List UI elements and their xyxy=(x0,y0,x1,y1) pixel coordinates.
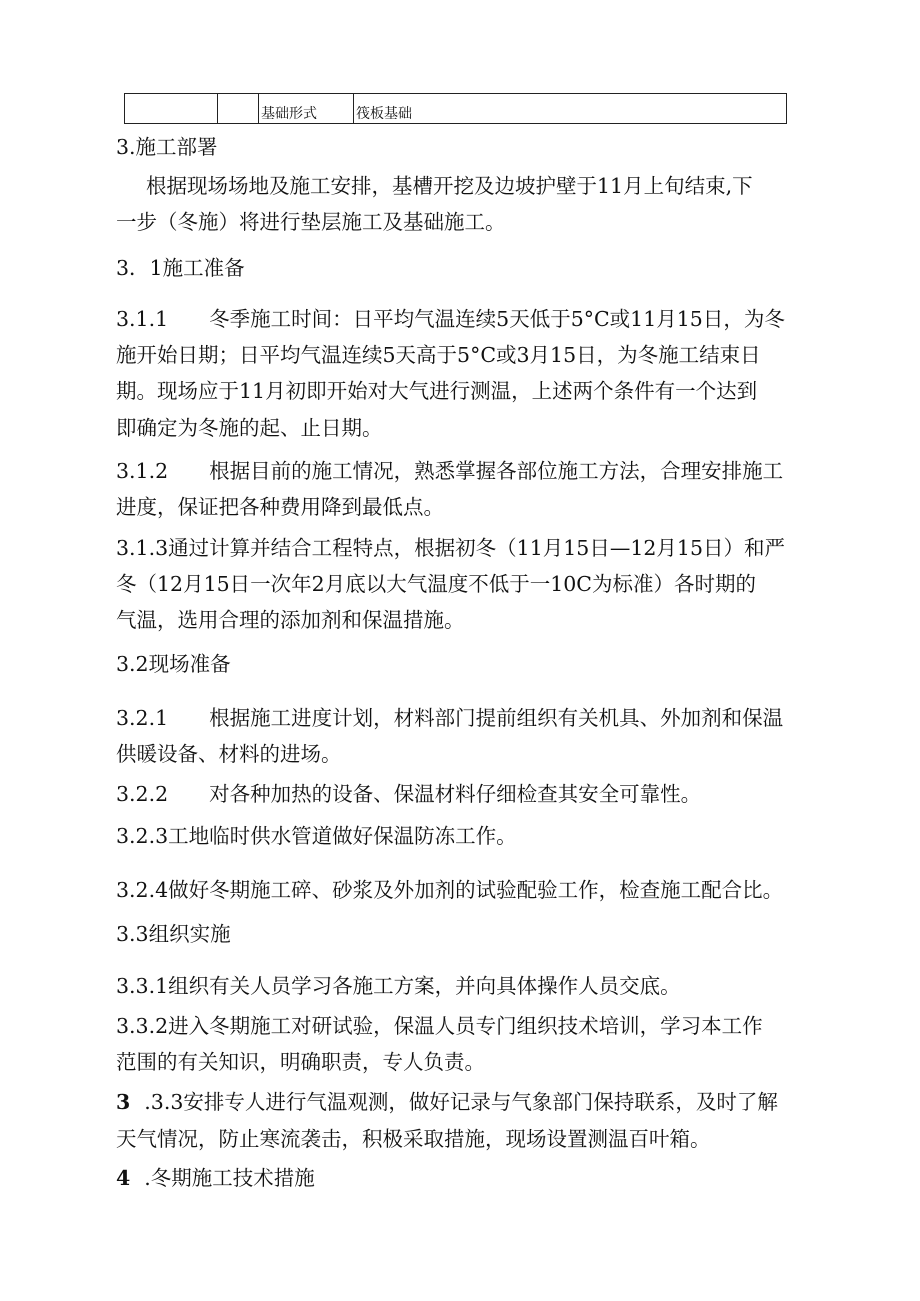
paragraph-line: 3.2.4做好冬期施工碎、砂浆及外加剂的试验配验工作，检查施工配合比。 xyxy=(116,878,784,902)
paragraph-line: 天气情况，防止寒流袭击，积极采取措施，现场设置测温百叶箱。 xyxy=(116,1127,711,1151)
section-heading xyxy=(116,1164,315,1192)
paragraph-line: 施开始日期；日平均气温连续5天高于5°C或3月15日，为冬施工结束日 xyxy=(116,343,761,367)
section-number: 3 xyxy=(116,1090,131,1114)
paragraph-line: 即确定为冬施的起、止日期。 xyxy=(116,416,383,440)
foundation-table xyxy=(124,93,787,124)
subsection-heading: 3.2现场准备 xyxy=(116,652,231,676)
paragraph-line: 一步（冬施）将进行垫层施工及基础施工。 xyxy=(116,210,506,234)
paragraph-line: 3.2.3工地临时供水管道做好保温防冻工作。 xyxy=(116,824,517,848)
paragraph-line: 气温，选用合理的添加剂和保温措施。 xyxy=(116,608,465,632)
paragraph-line: 3.3.1组织有关人员学习各施工方案，并向具体操作人员交底。 xyxy=(116,974,681,998)
table-cell xyxy=(125,94,218,124)
paragraph-line xyxy=(116,1088,778,1116)
section-heading: 3.施工部署 xyxy=(116,135,218,159)
section-number: 4 xyxy=(116,1166,131,1190)
paragraph-line: 根据现场场地及施工安排，基槽开挖及边坡护壁于11月上旬结束,下 xyxy=(146,174,753,198)
paragraph-line: 进度，保证把各种费用降到最低点。 xyxy=(116,495,444,519)
paragraph-line: 范围的有关知识，明确职责，专人负责。 xyxy=(116,1050,485,1074)
table-row xyxy=(125,94,787,124)
section-heading-text: .冬期施工技术措施 xyxy=(144,1166,315,1190)
paragraph-line: 期。现场应于11月初即开始对大气进行测温，上述两个条件有一个达到 xyxy=(116,379,758,403)
paragraph-line: 3.1.2 根据目前的施工情况，熟悉掌握各部位施工方法，合理安排施工 xyxy=(116,459,784,483)
paragraph-line: 3.3.2进入冬期施工对研试验，保温人员专门组织技术培训，学习本工作 xyxy=(116,1014,763,1038)
paragraph-line: 供暖设备、材料的进场。 xyxy=(116,742,342,766)
table-cell-label: 基础形式 xyxy=(259,94,354,124)
paragraph-line: 3.1.3通过计算并结合工程特点，根据初冬（11月15日—12月15日）和严 xyxy=(116,536,786,560)
subsection-heading: 3．1施工准备 xyxy=(116,256,245,280)
paragraph-text: .3.3安排专人进行气温观测，做好记录与气象部门保持联系，及时了解 xyxy=(144,1090,778,1114)
paragraph-line: 3.2.2 对各种加热的设备、保温材料仔细检查其安全可靠性。 xyxy=(116,782,702,806)
paragraph-line: 3.1.1 冬季施工时间：日平均气温连续5天低于5°C或11月15日，为冬 xyxy=(116,307,785,331)
paragraph-line: 冬（12月15日一次年2月底以大气温度不低于一10C为标准）各时期的 xyxy=(116,572,756,596)
table-cell-value: 筏板基础 xyxy=(354,94,787,124)
subsection-heading: 3.3组织实施 xyxy=(116,922,231,946)
paragraph-line: 3.2.1 根据施工进度计划，材料部门提前组织有关机具、外加剂和保温 xyxy=(116,706,784,730)
table-cell xyxy=(218,94,259,124)
